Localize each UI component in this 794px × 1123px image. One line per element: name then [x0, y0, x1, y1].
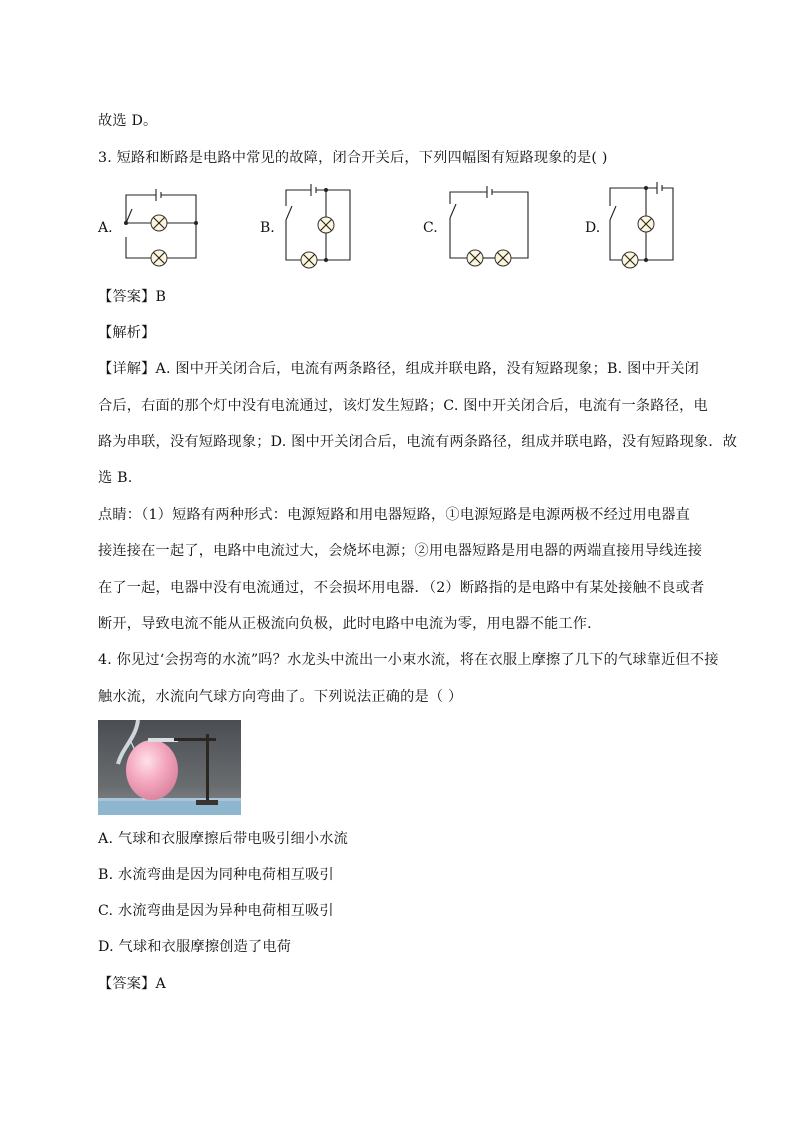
circuit-label-a: A. [98, 220, 113, 236]
tip-line-1: 点睛：（1）短路有两种形式：电源短路和用电器短路，①电源短路是电源两极不经过用电器直 [98, 507, 691, 523]
explanation-line-3: 路为串联，没有短路现象；D. 图中开关闭合后，电流有两条路径，组成并联电路，没有短路现象．故 [98, 434, 738, 450]
tip-line-4: 断开，导致电流不能从正极流向负极，此时电路中电流为零，用电器不能工作． [98, 616, 602, 632]
explanation-line-1: 【详解】A. 图中开关闭合后，电流有两条路径，组成并联电路，没有短路现象；B. 图中开关闭 [98, 361, 700, 377]
answer-3: 【答案】B [98, 289, 167, 305]
option-c: C. 水流弯曲是因为异种电荷相互吸引 [98, 903, 334, 919]
question-4-stem-line-1: 4. 你见过‘会拐弯的水流”吗？水龙头中流出一小束水流，将在衣服上摩擦了几下的气球靠近但不接 [98, 652, 719, 668]
circuit-diagram-d [600, 180, 690, 275]
circuit-label-b: B. [260, 220, 275, 236]
option-d: D. 气球和衣服摩擦创造了电荷 [98, 939, 292, 955]
question-4-stem-line-2: 触水流，水流向气球方向弯曲了。下列说法正确的是（ ） [98, 689, 463, 705]
tip-line-2: 接连接在一起了，电路中电流过大，会烧坏电源；②用电器短路是用电器的两端直接用导线连接 [98, 543, 703, 559]
option-b: B. 水流弯曲是因为同种电荷相互吸引 [98, 867, 334, 883]
option-a: A. 气球和衣服摩擦后带电吸引细小水流 [98, 831, 349, 847]
tip-line-3: 在了一起，电器中没有电流通过，不会损坏用电器．（2）断路指的是电路中有某处接触不良或者 [98, 580, 705, 596]
explanation-line-2: 合后，右面的那个灯中没有电流通过，该灯发生短路；C. 图中开关闭合后，电流有一条路径，电 [98, 398, 708, 414]
question-3-stem: 3. 短路和断路是电路中常见的故障，闭合开关后，下列四幅图有短路现象的是( ) [98, 150, 608, 166]
balloon-water-photo [98, 720, 241, 815]
circuit-label-d: D. [585, 220, 601, 236]
explanation-line-4: 选 B. [98, 470, 133, 486]
circuit-diagram-a [110, 185, 205, 270]
answer-4: 【答案】A [98, 976, 166, 992]
circuit-diagram-c [440, 182, 540, 272]
circuit-diagram-b [276, 180, 366, 270]
analysis-heading: 【解析】 [98, 325, 156, 341]
text-line-conclusion: 故选 D。 [98, 113, 158, 129]
circuit-label-c: C. [423, 220, 438, 236]
